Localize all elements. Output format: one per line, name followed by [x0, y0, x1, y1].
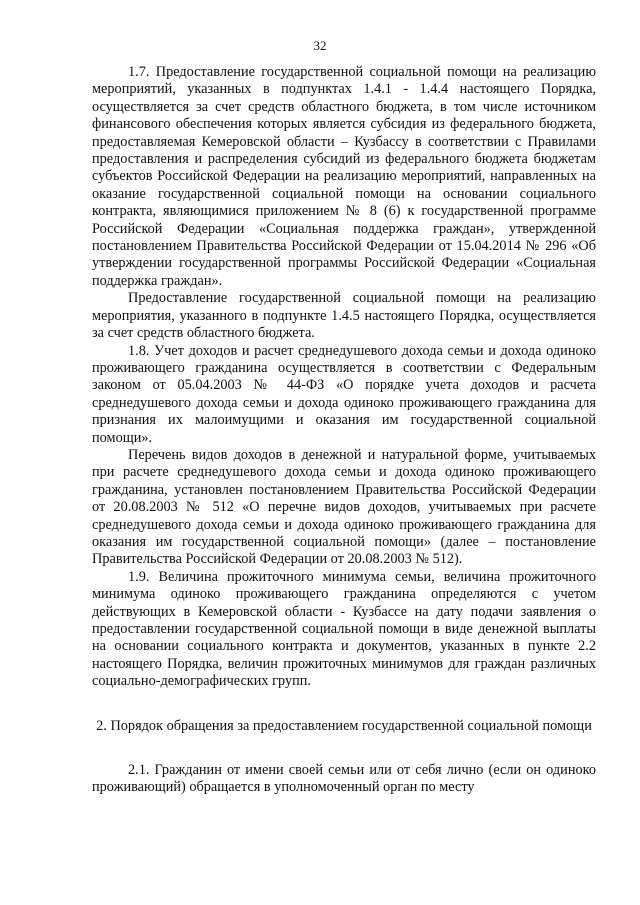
paragraph-1-8: 1.8. Учет доходов и расчет среднедушевого дохода семьи и дохода одиноко проживающего гражданина осуществляется в соответствии с Федеральным законом от 05.04.2003 № 44-ФЗ «О порядке учета доходов и расчета среднедушевого дохода семьи и дохода одиноко проживающего гражданина для признания их малоимущими и оказания им государственной социальной помощи». [92, 342, 596, 446]
paragraph-2-1: 2.1. Гражданин от имени своей семьи или от себя лично (если он одиноко проживающий) обращается в уполномоченный орган по месту [92, 762, 596, 796]
paragraph-1-9: 1.9. Величина прожиточного минимума семьи, величина прожиточного минимума одиноко проживающего гражданина определяются с учетом действующих в Кемеровской области - Кузбассе на дату подачи заявления о предоставлении государственной социальной помощи в виде денежной выплаты на основании социального контракта и документов, указанных в пункте 2.2 настоящего Порядка, величин прожиточных минимумов для граждан различных социально-демографических групп. [92, 568, 596, 690]
section-heading: 2. Порядок обращения за предоставлением государственной социальной помощи [96, 717, 592, 734]
paragraph-1-7: 1.7. Предоставление государственной социальной помощи на реализацию мероприятий, указанных в подпунктах 1.4.1 - 1.4.4 настоящего Порядка, осуществляется за счет средств областного бюджета, в том числе источником финансового обеспечения которых является субсидия из федерального бюджета, предоставляемая Кемеровской области – Кузбассу в соответствии с Правилами предоставления и распределения субсидий из федерального бюджета бюджетам субъектов Российской Федерации на реализацию мероприятий, направленных на оказание государственной социальной помощи на основании социального контракта, являющимися приложением № 8 (6) к государственной программе Российской Федерации «Социальная поддержка граждан», утвержденной постановлением Правительства Российской Федерации от 15.04.2014 № 296 «Об утверждении государственной программы Российской Федерации «Социальная поддержка граждан». [92, 64, 596, 289]
paragraph-1-8-income-list: Перечень видов доходов в денежной и натуральной форме, учитываемых при расчете среднедушевого дохода семьи и дохода одиноко проживающего гражданина, установлен постановлением Правительства Российской Федерации от 20.08.2003 № 512 «О перечне видов доходов, учитываемых при расчете среднедушевого дохода семьи и дохода одиноко проживающего гражданина для оказания им государственной социальной помощи» (далее – постановление Правительства Российской Федерации от 20.08.2003 № 512). [92, 446, 596, 568]
document-body [92, 64, 596, 797]
paragraph-1-7-funding: Предоставление государственной социальной помощи на реализацию мероприятия, указанного в подпункте 1.4.5 настоящего Порядка, осуществляется за счет средств областного бюджета. [92, 290, 596, 342]
page-number: 32 [313, 38, 327, 53]
